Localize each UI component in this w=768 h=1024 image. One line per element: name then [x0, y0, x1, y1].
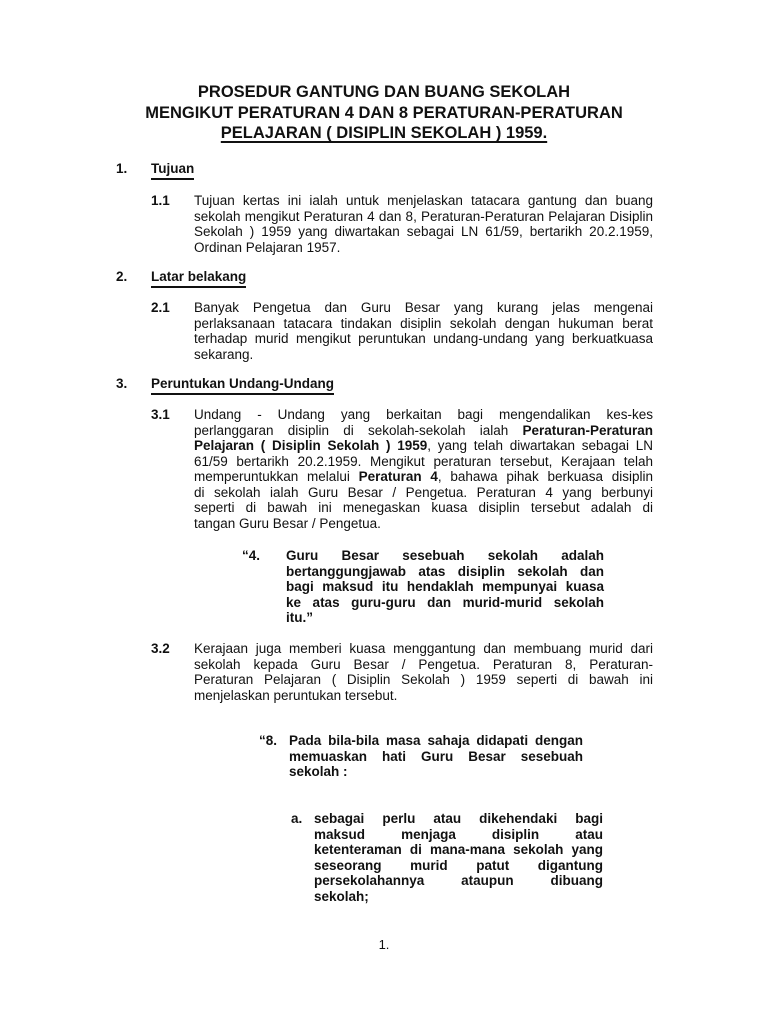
item-2-1-number: 2.1 — [151, 300, 170, 315]
item-3-1-text: Undang - Undang yang berkaitan bagi mengendalikan kes-kes perlanggaran disiplin di sekolah-sekolah ialah Peraturan-Peraturan Pelajaran ( Disiplin Sekolah ) 1959, yang telah diwartakan sebagai LN 61/59 bertarikh 20.2.1959. Mengikut peraturan tersebut, Kerajaan telah memperuntukkan melalui Peraturan 4, bahawa pihak berkuasa disiplin di sekolah ialah Guru Besar / Pengetua. Peraturan 4 yang berbunyi seperti di bawah ini menegaskan kuasa disiplin tersebut adalah di tangan Guru Besar / Pengetua. — [194, 407, 654, 531]
item-1-1-text: Tujuan kertas ini ialah untuk menjelaskan tatacara gantung dan buang sekolah mengikut Peraturan 4 dan 8, Peraturan-Peraturan Pelajaran Disiplin Sekolah ) 1959 yang diwartakan sebagai LN 61/59, bertarikh 20.2.1959, Ordinan Pelajaran 1957. — [194, 193, 653, 255]
quote-4-number: “4. — [242, 548, 261, 563]
subitem-a-label: a. — [291, 811, 303, 826]
subitem-a-text: sebagai perlu atau dikehendaki bagi maksud menjaga disiplin atau ketenteraman di mana-mana sekolah yang seseorang murid patut digantung persekolahannya ataupun dibuang sekolah; — [314, 811, 603, 904]
section-3-number: 3. — [116, 376, 128, 391]
section-1-number: 1. — [116, 161, 128, 176]
item-3-1-number: 3.1 — [151, 407, 170, 422]
section-3-heading: Peruntukan Undang-Undang — [151, 376, 334, 395]
item-3-2-text: Kerajaan juga memberi kuasa menggantung dan membuang murid dari sekolah kepada Guru Besar / Pengetua. Peraturan 8, Peraturan- Peraturan Pelajaran ( Disiplin Sekolah ) 1959 seperti di bawah ini menjelaskan peruntukan tersebut. — [194, 641, 653, 703]
quote-4-text: Guru Besar sesebuah sekolah adalah bertanggungjawab atas disiplin sekolah dan bagi maksud itu hendaklah mempunyai kuasa ke atas guru-guru dan murid-murid sekolah itu.” — [286, 548, 604, 625]
item-3-2-number: 3.2 — [151, 641, 170, 656]
title-line-3: PELAJARAN ( DISIPLIN SEKOLAH ) 1959. — [220, 124, 548, 142]
section-2-number: 2. — [116, 269, 128, 284]
quote-8-text: Pada bila-bila masa sahaja didapati dengan memuaskan hati Guru Besar sesebuah sekolah : — [289, 733, 583, 779]
title-line-2: MENGIKUT PERATURAN 4 DAN 8 PERATURAN-PERATURAN — [145, 103, 623, 122]
item-1-1-number: 1.1 — [151, 193, 170, 208]
section-1-heading: Tujuan — [151, 161, 194, 180]
quote-8-number: “8. — [259, 733, 278, 748]
title-line-1: PROSEDUR GANTUNG DAN BUANG SEKOLAH — [197, 83, 571, 101]
document-title — [100, 82, 668, 144]
section-2-heading: Latar belakang — [151, 269, 246, 288]
page-number: 1. — [378, 937, 390, 952]
item-2-1-text: Banyak Pengetua dan Guru Besar yang kurang jelas mengenai perlaksanaan tatacara tindakan disiplin sekolah dengan hukuman berat terhadap murid mengikut peruntukan undang-undang yang berkuatkuasa sekarang. — [194, 300, 653, 362]
